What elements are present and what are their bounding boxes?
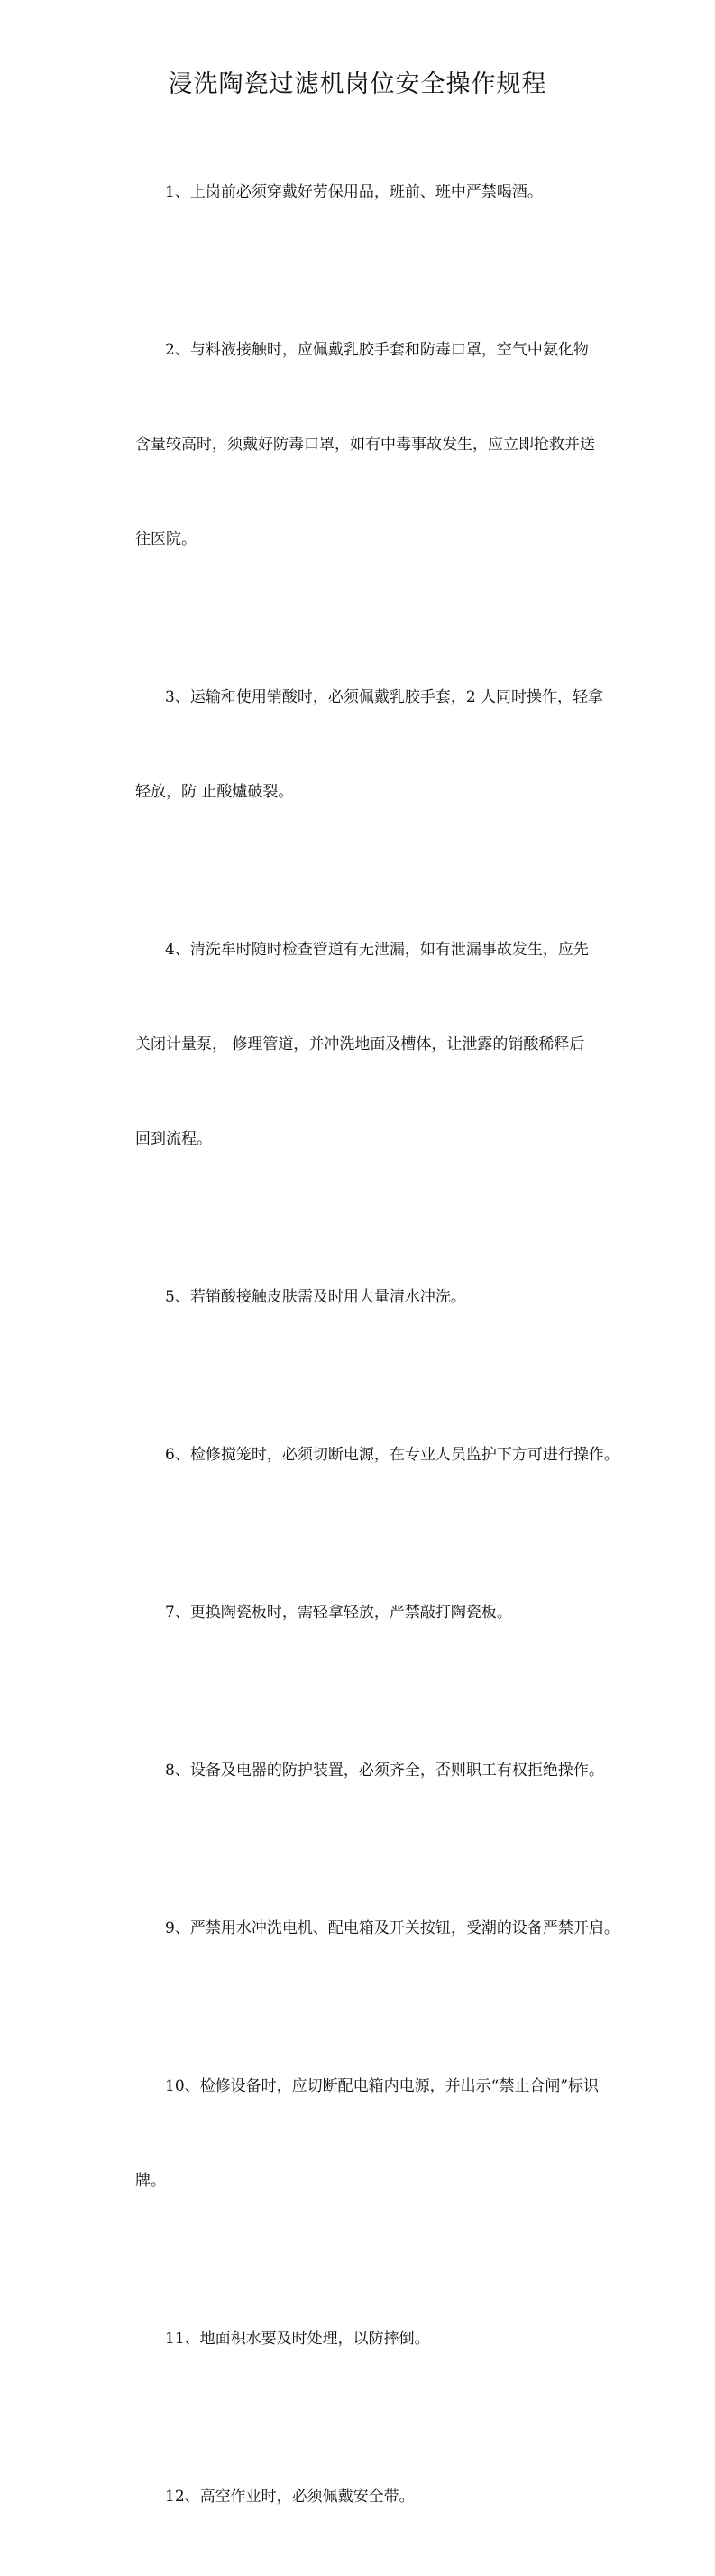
rule-item-line: 轻放，防 止酸爐破裂。 [135,783,294,801]
rule-item-10 [105,2008,625,2260]
rule-item-line: 7、更换陶瓷板时，需轻拿轻放，严禁敲打陶瓷板。 [165,1604,512,1622]
rule-item-9 [105,1850,625,2008]
rule-item-line: 11、地面积水要及时处理，以防摔倒。 [165,2330,430,2348]
rule-item-line: 8、设备及电器的防护装置，必须齐全，否则职工有权拒绝操作。 [165,1762,604,1780]
rule-item-line: 10、检修设备时，应切断配电箱内电源，并出示“禁止合闸”标识 [165,2077,600,2095]
rule-item-line: 牌。 [135,2172,166,2190]
rule-item-line: 1、上岗前必须穿戴好劳保用品，班前、班中严禁喝酒。 [165,183,543,201]
rule-item-line: 4、清洗牟时随时检查管道有无泄漏，如有泄漏事故发生，应先 [165,941,589,959]
rule-item-4 [105,871,625,1219]
document-body [105,114,625,2576]
rule-item-7 [105,1534,625,1692]
rule-item-8 [105,1692,625,1850]
rule-item-line: 5、若销酸接触皮肤需及时用大量清水冲洗。 [165,1288,466,1306]
rule-item-line: 关闭计量泵， 修理管道，并冲洗地面及槽体，让泄露的销酸稀释后 [135,1035,585,1053]
rule-item-line: 2、与料液接触时，应佩戴乳胶手套和防毒口罩，空气中氨化物 [165,341,589,359]
rule-item-5 [105,1219,625,1376]
document-title: 浸洗陶瓷过滤机岗位安全操作规程 [168,70,547,98]
rule-item-line: 含量较高时，须戴好防毒口罩，如有中毒事故发生，应立即抢救并送 [135,436,595,454]
rule-item-line: 12、高空作业时，必须佩戴安全带。 [165,2488,415,2506]
rule-item-3 [105,619,625,871]
rule-item-6 [105,1376,625,1534]
rule-item-line: 3、运输和使用销酸时，必须佩戴乳胶手套，2 人同时操作，轻拿 [165,688,604,706]
rule-item-2 [105,271,625,619]
rule-item-1 [105,114,625,271]
rule-item-11 [105,2260,625,2418]
rule-item-line: 9、严禁用水冲洗电机、配电箱及开关按钮，受潮的设备严禁开启。 [165,1919,619,1937]
rule-item-line: 往医院。 [135,530,197,548]
rule-item-line: 6、检修搅笼时，必须切断电源，在专业人员监护下方可进行操作。 [165,1446,619,1464]
rule-item-line: 回到流程。 [135,1130,212,1148]
rule-item-12 [105,2418,625,2576]
